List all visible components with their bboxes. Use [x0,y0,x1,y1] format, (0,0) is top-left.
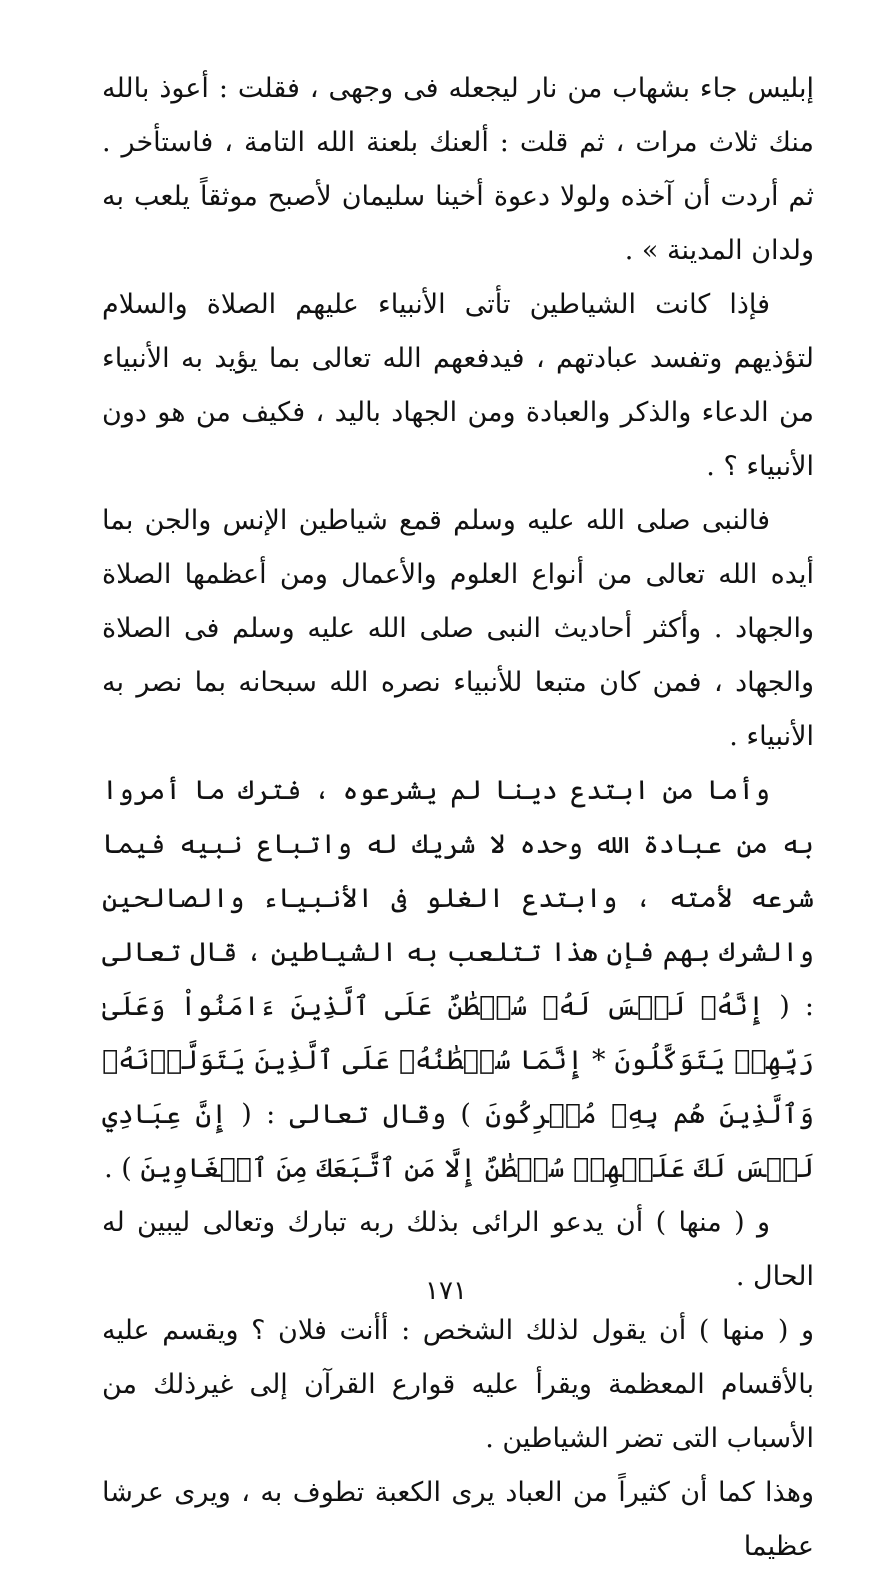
body-text [102,62,814,1574]
page-number: ١٧١ [425,1276,467,1306]
paragraph-7: وهذا كما أن كثيراً من العباد يرى الكعبة تطوف به ، ويرى عرشا عظيما [102,1477,814,1562]
paragraph-2: فإذا كانت الشياطين تأتى الأنبياء عليهم الصلاة والسلام لتؤذيهم وتفسد عبادتهم ، فيدفعهم الله تعالى بما يؤيد به الأنبياء من الدعاء والذكر والعبادة ومن الجهاد باليد ، فكيف من هو دون الأنبياء ؟ . [102,289,815,482]
paragraph-4: وأما من ابتدع دينا لم يشرعوه ، فترك ما أمروا به من عبادة الله وحده لا شريك له واتباع نبيه فيما شرعه لأمته ، وابتدع الغلو فى الأنبياء والصالحين والشرك بهم فإن هذا تتلعب به الشياطين ، قال تعالى : ( إِنَّهُۥ لَيۡسَ لَهُۥ سُلۡطَٰنٌ عَلَى ٱلَّذِينَ ءَامَنُواْ وَعَلَىٰ رَبِّهِمۡ يَتَوَكَّلُونَ * إِنَّمَا سُلۡطَٰنُهُۥ عَلَى ٱلَّذِينَ يَتَوَلَّوۡنَهُۥ وَٱلَّذِينَ هُم بِهِۦ مُشۡرِكُونَ ) وقال تعالى : ( إِنَّ عِبَادِي لَيۡسَ لَكَ عَلَيۡهِمۡ سُلۡطَٰنٌ إِلَّا مَنِ ٱتَّبَعَكَ مِنَ ٱلۡغَاوِينَ ) . [102,775,814,1184]
paragraph-1: إبليس جاء بشهاب من نار ليجعله فى وجهى ، فقلت : أعوذ بالله منك ثلاث مرات ، ثم قلت : ألعنك بلعنة الله التامة ، فاستأخر . ثم أردت أن آخذه ولولا دعوة أخينا سليمان لأصبح موثقاً يلعب به ولدان المدينة » . [102,73,814,266]
paragraph-3: فالنبى صلى الله عليه وسلم قمع شياطين الإنس والجن بما أيده الله تعالى من أنواع العلوم والأعمال ومن أعظمها الصلاة والجهاد . وأكثر أحاديث النبى صلى الله عليه وسلم فى الصلاة والجهاد ، فمن كان متبعا للأنبياء نصره الله سبحانه بما نصر به الأنبياء . [102,505,814,752]
paragraph-5: و ( منها ) أن يدعو الرائى بذلك ربه تبارك وتعالى ليبين له الحال . [102,1207,814,1292]
paragraph-6: و ( منها ) أن يقول لذلك الشخص : أأنت فلان ؟ ويقسم عليه بالأقسام المعظمة ويقرأ عليه قوارع القرآن إلى غيرذلك من الأسباب التى تضر الشياطين . [102,1315,814,1454]
